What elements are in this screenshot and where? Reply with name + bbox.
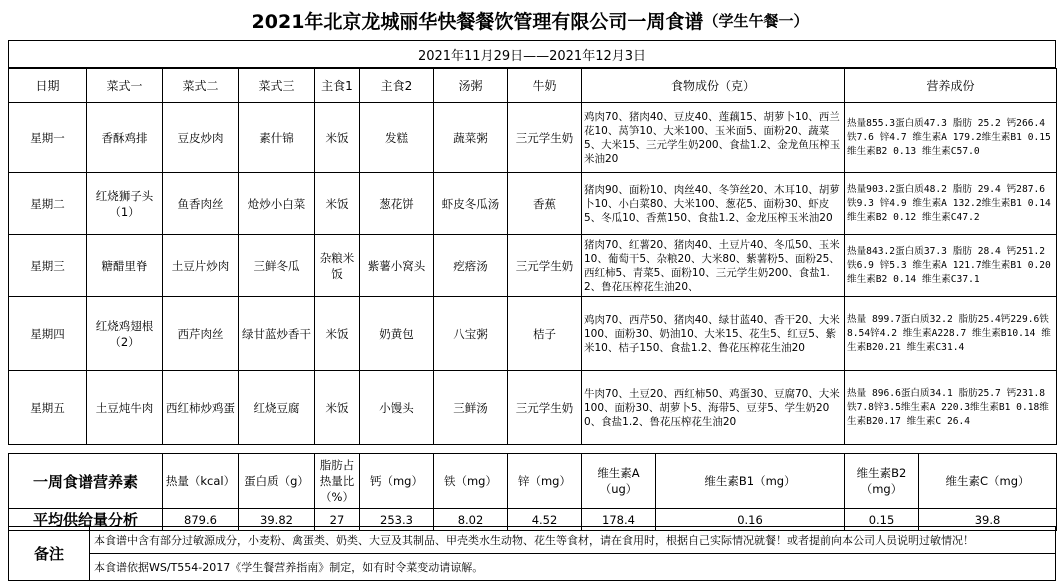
cell-staple1: 米饭 bbox=[315, 297, 360, 371]
table-row bbox=[9, 297, 1057, 371]
cell-dish2: 西红柿炒鸡蛋 bbox=[163, 371, 239, 445]
cell-nutrition: 热量843.2蛋白质37.3 脂肪 28.4 钙251.2 铁6.9 锌5.3 维生素A 121.7维生素B1 0.20 维生素B2 0.14 维生素C37.1 bbox=[845, 235, 1057, 297]
cell-staple2: 发糕 bbox=[360, 103, 434, 173]
cell-milk: 桔子 bbox=[508, 297, 582, 371]
header-staple1: 主食1 bbox=[315, 69, 360, 103]
cell-day: 星期一 bbox=[9, 103, 87, 173]
cell-dish3: 绿甘蓝炒香干 bbox=[239, 297, 315, 371]
cell-dish1: 香酥鸡排 bbox=[87, 103, 163, 173]
cell-milk: 三元学生奶 bbox=[508, 235, 582, 297]
date-range: 2021年11月29日——2021年12月3日 bbox=[8, 40, 1056, 68]
cell-milk: 三元学生奶 bbox=[508, 103, 582, 173]
cell-staple2: 小馒头 bbox=[360, 371, 434, 445]
header-dish2: 菜式二 bbox=[163, 69, 239, 103]
cell-nutrition: 热量855.3蛋白质47.3 脂肪 25.2 钙266.4 铁7.6 锌4.7 维生素A 179.2维生素B1 0.15 维生素B2 0.13 维生素C57.0 bbox=[845, 103, 1057, 173]
header-dish1: 菜式一 bbox=[87, 69, 163, 103]
title-sub: （学生午餐一） bbox=[703, 11, 809, 30]
nutrient-header-fat-ratio: 脂肪占热量比（%） bbox=[315, 454, 360, 509]
header-milk: 牛奶 bbox=[508, 69, 582, 103]
header-soup: 汤粥 bbox=[434, 69, 508, 103]
cell-soup: 三鲜汤 bbox=[434, 371, 508, 445]
cell-nutrition: 热量903.2蛋白质48.2 脂肪 29.4 钙287.6 铁9.3 锌4.9 维生素A 132.2维生素B1 0.14 维生素B2 0.12 维生素C47.2 bbox=[845, 173, 1057, 235]
cell-staple1: 米饭 bbox=[315, 103, 360, 173]
cell-milk: 香蕉 bbox=[508, 173, 582, 235]
nutrient-value-vitamin-b1: 0.16 bbox=[656, 509, 845, 531]
nutrient-value-vitamin-c: 39.8 bbox=[919, 509, 1057, 531]
nutrient-value-iron: 8.02 bbox=[434, 509, 508, 531]
cell-ingredients: 鸡肉70、猪肉40、豆皮40、莲藕15、胡萝卜10、西兰花10、莴笋10、大米100、玉米面5、面粉20、蔬菜5、大米15、三元学生奶200、食盐1.2、金龙鱼压榨玉米油20 bbox=[582, 103, 845, 173]
cell-dish1: 红烧狮子头（1） bbox=[87, 173, 163, 235]
nutrient-header-calcium: 钙（mg） bbox=[360, 454, 434, 509]
cell-soup: 疙瘩汤 bbox=[434, 235, 508, 297]
nutrient-value-protein: 39.82 bbox=[239, 509, 315, 531]
cell-day: 星期四 bbox=[9, 297, 87, 371]
guideline-note: 本食谱依据WS/T554-2017《学生餐营养指南》制定，如有时令菜变动请谅解。 bbox=[90, 553, 1055, 580]
cell-dish3: 炝炒小白菜 bbox=[239, 173, 315, 235]
nutrient-header-vitamin-b2: 维生素B2（mg） bbox=[845, 454, 919, 509]
title-main: 2021年北京龙城丽华快餐餐饮管理有限公司一周食谱 bbox=[251, 10, 704, 33]
cell-ingredients: 鸡肉70、西芹50、猪肉40、绿甘蓝40、香干20、大米100、面粉30、奶油10、大米15、花生5、红豆5、紫米10、桔子150、食盐1.2、鲁花压榨花生油20 bbox=[582, 297, 845, 371]
cell-soup: 虾皮冬瓜汤 bbox=[434, 173, 508, 235]
nutrient-header-vitamin-a: 维生素A（ug） bbox=[582, 454, 656, 509]
cell-ingredients: 猪肉90、面粉10、肉丝40、冬笋丝20、木耳10、胡萝卜10、小白菜80、大米100、葱花5、面粉30、虾皮5、冬瓜10、香蕉150、食盐1.2、金龙压榨玉米油20 bbox=[582, 173, 845, 235]
allergen-note: 本食谱中含有部分过敏源成分，小麦粉、禽蛋类、奶类、大豆及其制品、甲壳类水生动物、花生等食材，请在食用时，根据自己实际情况就餐！或者提前向本公司人员说明过敏情况！ bbox=[94, 534, 974, 547]
cell-day: 星期三 bbox=[9, 235, 87, 297]
nutrient-header-iron: 铁（mg） bbox=[434, 454, 508, 509]
page-title bbox=[0, 0, 1060, 40]
cell-staple1: 杂粮米饭 bbox=[315, 235, 360, 297]
cell-ingredients: 牛肉70、土豆20、西红柿50、鸡蛋30、豆腐70、大米100、面粉30、胡萝卜5、海带5、豆芽5、学生奶200、食盐1.2、鲁花压榨花生油20 bbox=[582, 371, 845, 445]
weekly-nutrients-label: 一周食谱营养素 bbox=[9, 454, 163, 509]
notes-label: 备注 bbox=[9, 527, 90, 580]
table-row bbox=[9, 103, 1057, 173]
weekly-nutrition-table bbox=[8, 453, 1057, 531]
nutrient-header-protein: 蛋白质（g） bbox=[239, 454, 315, 509]
header-row bbox=[9, 69, 1057, 103]
cell-staple1: 米饭 bbox=[315, 173, 360, 235]
nutrient-value-calcium: 253.3 bbox=[360, 509, 434, 531]
cell-dish2: 西芹肉丝 bbox=[163, 297, 239, 371]
cell-staple2: 紫薯小窝头 bbox=[360, 235, 434, 297]
cell-dish3: 素什锦 bbox=[239, 103, 315, 173]
cell-dish2: 土豆片炒肉 bbox=[163, 235, 239, 297]
cell-nutrition: 热量 896.6蛋白质34.1 脂肪25.7 钙231.8铁7.8锌3.5维生素A 220.3维生素B1 0.18维生素B20.17 维生素C 26.4 bbox=[845, 371, 1057, 445]
table-row bbox=[9, 371, 1057, 445]
cell-dish1: 红烧鸡翅根（2） bbox=[87, 297, 163, 371]
average-supply-label: 平均供给量分析 bbox=[9, 509, 163, 531]
cell-dish2: 豆皮炒肉 bbox=[163, 103, 239, 173]
cell-milk: 三元学生奶 bbox=[508, 371, 582, 445]
nutrient-header-zinc: 锌（mg） bbox=[508, 454, 582, 509]
nutrient-value-vitamin-a: 178.4 bbox=[582, 509, 656, 531]
cell-day: 星期二 bbox=[9, 173, 87, 235]
cell-staple1: 米饭 bbox=[315, 371, 360, 445]
cell-soup: 蔬菜粥 bbox=[434, 103, 508, 173]
nutrient-header-row bbox=[9, 454, 1057, 509]
nutrient-value-fat-ratio: 27 bbox=[315, 509, 360, 531]
nutrient-header-energy: 热量（kcal） bbox=[163, 454, 239, 509]
nutrient-value-zinc: 4.52 bbox=[508, 509, 582, 531]
header-ingredients: 食物成份（克） bbox=[582, 69, 845, 103]
cell-nutrition: 热量 899.7蛋白质32.2 脂肪25.4钙229.6铁8.54锌4.2 维生素A228.7 维生素B10.14 维生素B20.21 维生素C31.4 bbox=[845, 297, 1057, 371]
weekly-menu-table bbox=[8, 68, 1057, 445]
header-nutrition: 营养成份 bbox=[845, 69, 1057, 103]
nutrient-header-vitamin-b1: 维生素B1（mg） bbox=[656, 454, 845, 509]
cell-dish1: 糖醋里脊 bbox=[87, 235, 163, 297]
nutrient-value-energy: 879.6 bbox=[163, 509, 239, 531]
header-date: 日期 bbox=[9, 69, 87, 103]
nutrient-header-vitamin-c: 维生素C（mg） bbox=[919, 454, 1057, 509]
cell-dish3: 红烧豆腐 bbox=[239, 371, 315, 445]
cell-staple2: 葱花饼 bbox=[360, 173, 434, 235]
notes-section bbox=[8, 526, 1056, 581]
table-row bbox=[9, 173, 1057, 235]
cell-dish3: 三鲜冬瓜 bbox=[239, 235, 315, 297]
cell-dish2: 鱼香肉丝 bbox=[163, 173, 239, 235]
cell-staple2: 奶黄包 bbox=[360, 297, 434, 371]
header-staple2: 主食2 bbox=[360, 69, 434, 103]
nutrient-value-vitamin-b2: 0.15 bbox=[845, 509, 919, 531]
cell-soup: 八宝粥 bbox=[434, 297, 508, 371]
cell-day: 星期五 bbox=[9, 371, 87, 445]
header-dish3: 菜式三 bbox=[239, 69, 315, 103]
notes-body bbox=[90, 527, 1055, 580]
cell-dish1: 土豆炖牛肉 bbox=[87, 371, 163, 445]
cell-ingredients: 猪肉70、红薯20、猪肉40、土豆片40、冬瓜50、玉米10、葡萄干5、杂粮20、大米80、紫薯粉5、面粉25、西红柿5、青菜5、面粉10、三元学生奶200、食盐1.2、鲁花压榨花生油20、 bbox=[582, 235, 845, 297]
table-row bbox=[9, 235, 1057, 297]
